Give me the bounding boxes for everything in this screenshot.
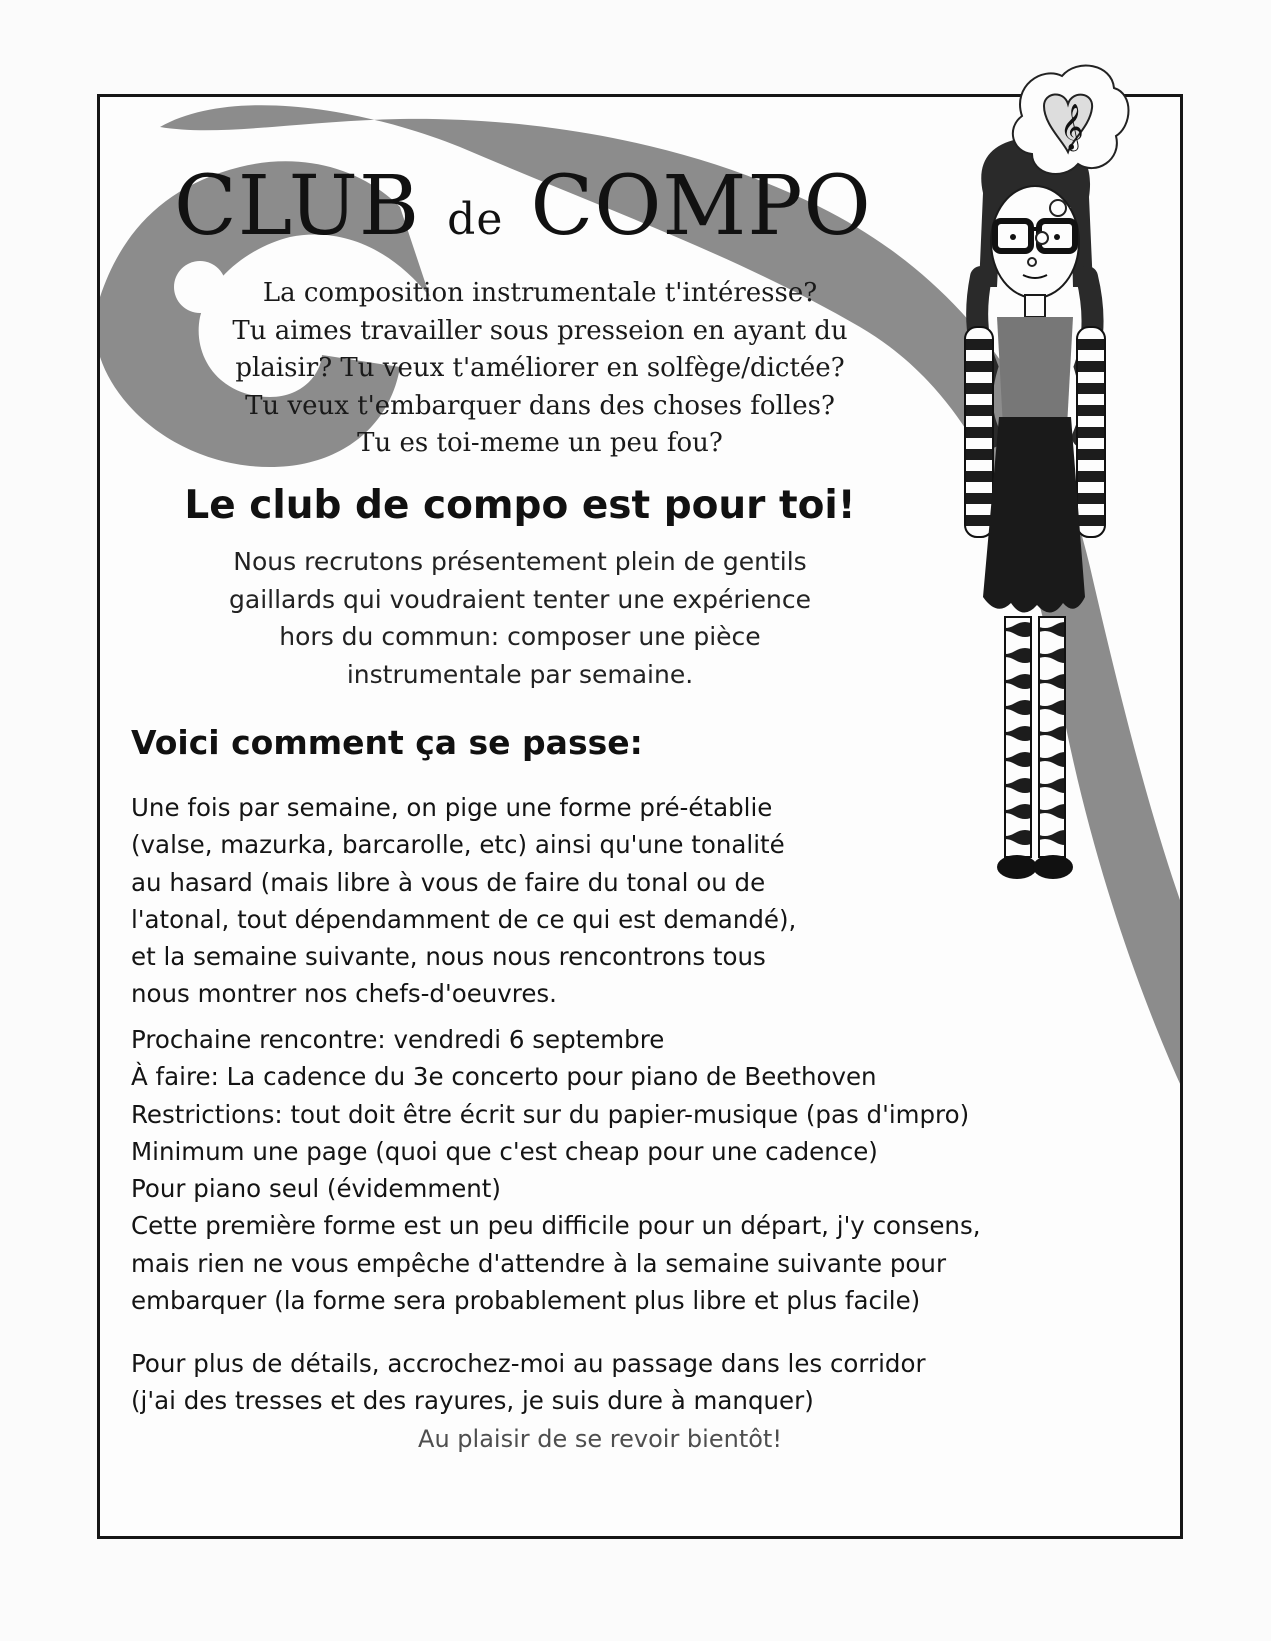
recruit-line: gaillards qui voudraient tenter une expérience xyxy=(229,584,811,614)
svg-text:𝄞: 𝄞 xyxy=(1060,104,1084,150)
title-de: de xyxy=(447,194,504,245)
intro-line: La composition instrumentale t'intéresse? xyxy=(262,278,818,308)
meeting-line: Pour piano seul (évidemment) xyxy=(131,1174,501,1204)
recruit-line: instrumentale par semaine. xyxy=(346,659,694,689)
headline: Le club de compo est pour toi! xyxy=(184,483,856,528)
description-line: nous montrer nos chefs-d'oeuvres. xyxy=(131,979,557,1009)
meeting-line: Minimum une page (quoi que c'est cheap pour une cadence) xyxy=(131,1136,878,1166)
intro-line: Tu aimes travailler sous presseion en ayant du xyxy=(232,315,848,346)
description-paragraph xyxy=(131,789,796,1013)
intro-line: Tu es toi-meme un peu fou? xyxy=(357,428,723,458)
recruit-line: hors du commun: composer une pièce xyxy=(279,622,761,651)
intro-questions xyxy=(140,275,940,463)
recruit-line: Nous recrutons présentement plein de gentils xyxy=(233,547,807,576)
howto-heading: Voici comment ça se passe: xyxy=(131,723,643,762)
flyer-frame xyxy=(97,94,1183,1539)
description-line: et la semaine suivante, nous nous rencontrons tous xyxy=(131,942,766,972)
recruit-paragraph xyxy=(120,543,920,693)
club-title xyxy=(174,159,872,254)
meeting-line: Cette première forme est un peu difficile pour un départ, j'y consens, xyxy=(131,1211,981,1241)
closing-line: Au plaisir de se revoir bientôt! xyxy=(418,1425,782,1453)
description-line: (valse, mazurka, barcarolle, etc) ainsi qu'une tonalité xyxy=(131,830,785,860)
meeting-line: À faire: La cadence du 3e concerto pour piano de Beethoven xyxy=(131,1062,877,1092)
meeting-line: Restrictions: tout doit être écrit sur du papier-musique (pas d'impro) xyxy=(131,1099,970,1129)
contact-paragraph xyxy=(131,1345,926,1420)
intro-line: Tu veux t'embarquer dans des choses folles? xyxy=(245,390,835,421)
meeting-line: mais rien ne vous empêche d'attendre à la semaine suivante pour xyxy=(131,1248,947,1278)
description-line: Une fois par semaine, on pige une forme pré-établie xyxy=(131,793,773,822)
intro-line: plaisir? Tu veux t'améliorer en solfège/dictée? xyxy=(235,353,845,383)
description-line: l'atonal, tout dépendamment de ce qui est demandé), xyxy=(131,904,797,934)
thought-bubble-icon xyxy=(1002,56,1137,276)
contact-line: (j'ai des tresses et des rayures, je suis dure à manquer) xyxy=(131,1386,814,1416)
meeting-details xyxy=(131,1021,981,1319)
description-line: au hasard (mais libre à vous de faire du tonal ou de xyxy=(131,867,766,897)
meeting-line: Prochaine rencontre: vendredi 6 septembre xyxy=(131,1025,665,1054)
meeting-line: embarquer (la forme sera probablement plus libre et plus facile) xyxy=(131,1286,921,1316)
contact-line: Pour plus de détails, accrochez-moi au passage dans les corridor xyxy=(131,1349,926,1378)
title-compo: COMPO xyxy=(530,159,872,254)
title-club: CLUB xyxy=(174,159,421,254)
